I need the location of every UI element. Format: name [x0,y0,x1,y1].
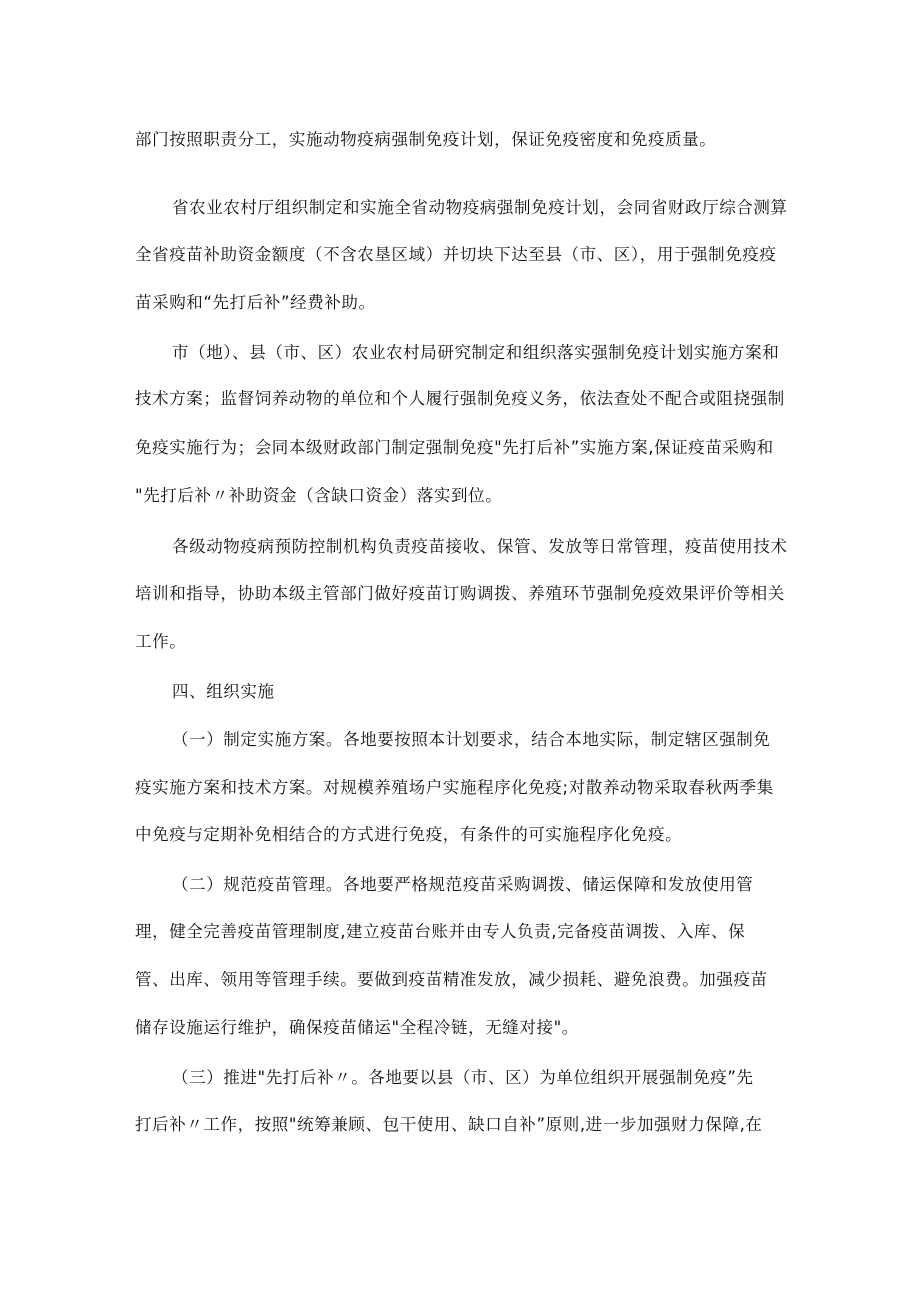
text-line: 管、出库、领用等管理手续。要做到疫苗精准发放，减少损耗、避免浪费。加强疫苗 [135,970,768,989]
text-line: 理，健全完善疫苗管理制度,建立疫苗台账并由专人负责,完备疫苗调拨、入库、保 [135,922,746,941]
text-line: 储存设施运行维护，确保疫苗储运"全程冷链，无缝对接"。 [135,1018,579,1037]
text-line: （二）规范疫苗管理。各地要严格规范疫苗采购调拨、储运保障和发放使用管 [172,875,754,894]
text-line: 技术方案；监督饲养动物的单位和个人履行强制免疫义务，依法查处不配合或阻挠强制 [135,389,785,408]
text-line: 免疫实施行为；会同本级财政部门制定强制免疫"先打后补”实施方案,保证疫苗采购和 [135,438,774,457]
text-line: （一）制定实施方案。各地要按照本计划要求，结合本地实际，制定辖区强制免 [172,730,771,749]
text-line: 各级动物疫病预防控制机构负责疫苗接收、保管、发放等日常管理，疫苗使用技术 [172,537,788,556]
text-line: （三）推进"先打后补〃。各地要以县（市、区）为单位组织开展强制免疫”先 [172,1068,754,1087]
text-line: 疫实施方案和技术方案。对规模养殖场户实施程序化免疫;对散养动物采取春秋两季集 [135,778,774,797]
text-line: "先打后补〃补助资金（含缺口资金）落实到位。 [135,486,503,505]
text-line: 市（地）、县（市、区）农业农村局研究制定和组织落实强制免疫计划实施方案和 [172,343,780,362]
text-line: 省农业农村厅组织制定和实施全省动物疫病强制免疫计划，会同省财政厅综合测算 [172,198,788,217]
text-line: 全省疫苗补助资金额度（不含农垦区域）并切块下达至县（市、区），用于强制免疫疫 [135,245,777,264]
text-line: 打后补〃工作，按照"统筹兼顾、包干使用、缺口自补”原则,进一步加强财力保障,在 [135,1115,763,1134]
section-heading: 四、组织实施 [172,682,275,701]
text-line: 部门按照职责分工，实施动物疫病强制免疫计划，保证免疫密度和免疫质量。 [135,130,717,149]
text-line: 苗采购和“先打后补”经费补助。 [135,293,376,312]
text-line: 工作。 [135,632,187,651]
text-line: 中免疫与定期补免相结合的方式进行免疫，有条件的可实施程序化免疫。 [135,825,683,844]
text-line: 培训和指导，协助本级主管部门做好疫苗订购调拨、养殖环节强制免疫效果评价等相关 [135,584,785,603]
